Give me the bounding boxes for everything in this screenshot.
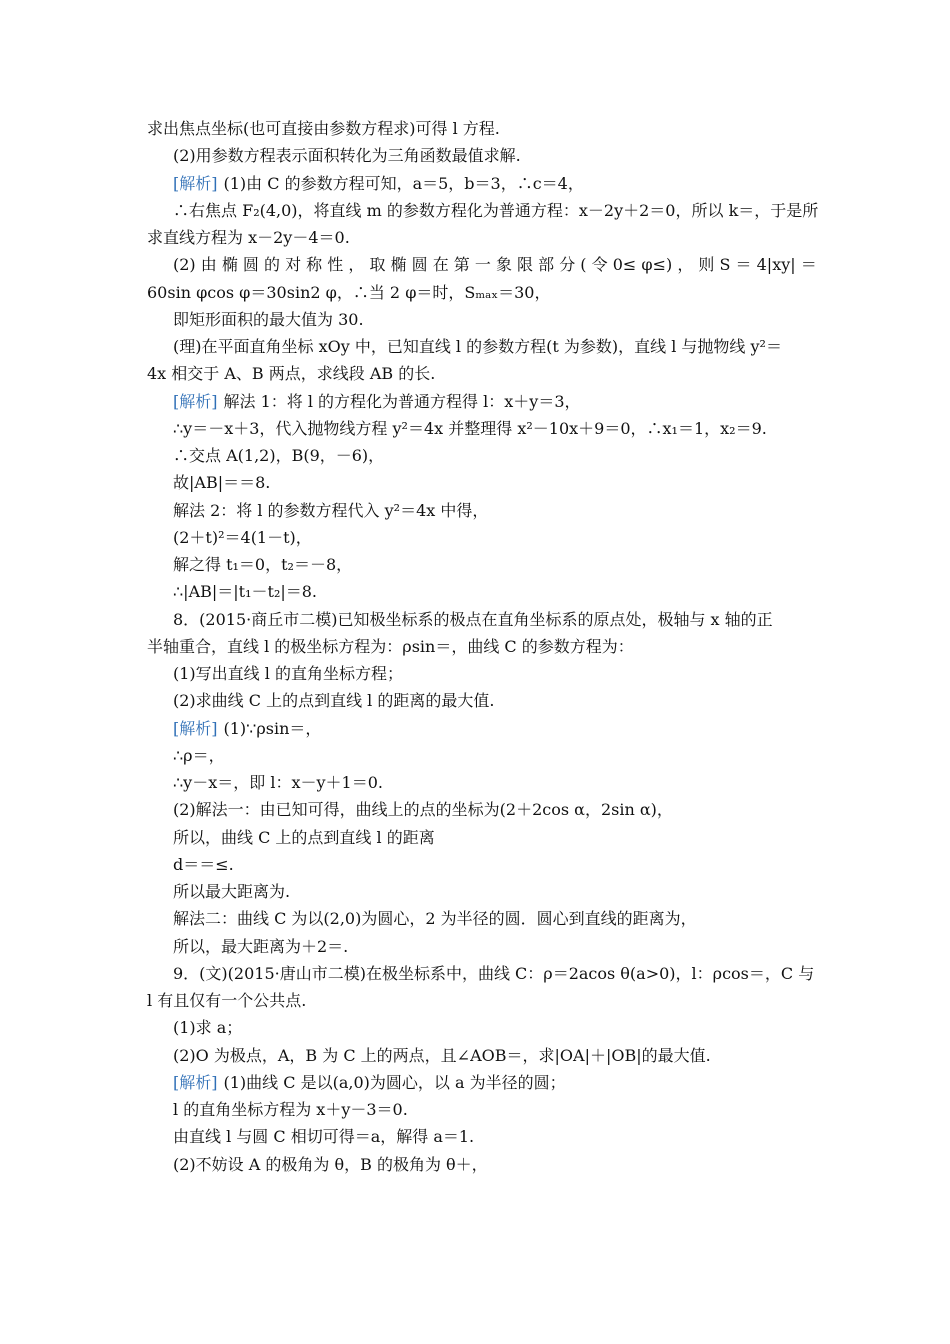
line-text: l 有且仅有一个公共点. xyxy=(147,991,307,1010)
line-text: ∴右焦点 F₂(4,0)，将直线 m 的参数方程化为普通方程：x－2y＋2＝0，所以 k＝，于是所 xyxy=(173,200,819,220)
line-text: 4x 相交于 A、B 两点，求线段 AB 的长. xyxy=(147,364,436,384)
text-line xyxy=(0,224,950,251)
analysis-tag: [解析] xyxy=(173,718,218,738)
line-text: (2)求曲线 C 上的点到直线 l 的距离的最大值. xyxy=(173,691,495,711)
analysis-tag: [解析] xyxy=(173,173,218,193)
text-line xyxy=(0,251,950,278)
text-line xyxy=(0,1014,950,1041)
text-line xyxy=(0,660,950,687)
text-line xyxy=(0,170,950,197)
text-line xyxy=(0,1069,950,1096)
text-line xyxy=(0,1042,950,1069)
text-line xyxy=(0,606,950,633)
line-text: 解之得 t₁＝0，t₂＝－8， xyxy=(173,555,353,574)
text-line xyxy=(0,415,950,442)
text-line xyxy=(0,442,950,469)
text-line xyxy=(0,306,950,333)
line-text: ∴y＝－x＋3，代入抛物线方程 y²＝4x 并整理得 x²－10x＋9＝0，∴x₁＝1，x₂＝9. xyxy=(173,418,767,438)
line-text: ∴交点 A(1,2)，B(9，－6)， xyxy=(173,446,385,465)
text-line xyxy=(0,824,950,851)
analysis-tag: [解析] xyxy=(173,391,218,411)
line-text: (1)求 a； xyxy=(173,1018,243,1038)
text-line xyxy=(0,933,950,960)
text-line xyxy=(0,551,950,578)
line-text: (2)O 为极点，A，B 为 C 上的两点，且∠AOB＝，求|OA|＋|OB|的最大值. xyxy=(173,1045,711,1065)
text-line xyxy=(0,469,950,496)
text-line xyxy=(0,497,950,524)
line-text: 解法二：曲线 C 为以(2,0)为圆心，2 为半径的圆．圆心到直线的距离为， xyxy=(173,909,697,929)
line-text: (1)∵ρsin＝， xyxy=(223,718,322,738)
text-line xyxy=(0,197,950,224)
line-text: 所以，最大距离为＋2＝. xyxy=(173,936,349,956)
line-text: 半轴重合，直线 l 的极坐标方程为：ρsin＝，曲线 C 的参数方程为： xyxy=(147,636,634,656)
document-body xyxy=(0,115,950,1178)
line-text: 求出焦点坐标(也可直接由参数方程求)可得 l 方程. xyxy=(147,119,500,138)
line-text: (1)由 C 的参数方程可知，a＝5，b＝3，∴c＝4， xyxy=(223,173,584,193)
text-line xyxy=(0,796,950,823)
text-line xyxy=(0,279,950,306)
text-line xyxy=(0,851,950,878)
text-line xyxy=(0,333,950,360)
line-text: 所以最大距离为. xyxy=(173,882,291,901)
line-text: 9．(文)(2015·唐山市二模)在极坐标系中，曲线 C：ρ＝2acos θ(a>0)，l：ρcos＝，C 与 xyxy=(173,963,815,983)
line-text: ∴|AB|＝|t₁－t₂|＝8. xyxy=(173,582,318,602)
line-text: (1)写出直线 l 的直角坐标方程； xyxy=(173,664,403,683)
line-text: (2)用参数方程表示面积转化为三角函数最值求解. xyxy=(173,146,521,166)
line-text: 8．(2015·商丘市二模)已知极坐标系的极点在直角坐标系的原点处，极轴与 x 轴的正 xyxy=(173,609,773,629)
line-text: (1)曲线 C 是以(a,0)为圆心，以 a 为半径的圆； xyxy=(223,1072,566,1092)
text-line xyxy=(0,578,950,605)
line-text: 60sin φcos φ＝30sin2 φ，∴当 2 φ＝时，Sₘₐₓ＝30， xyxy=(147,282,551,302)
text-line xyxy=(0,524,950,551)
text-line xyxy=(0,687,950,714)
text-line xyxy=(0,769,950,796)
text-line xyxy=(0,960,950,987)
text-line xyxy=(0,1151,950,1178)
text-line xyxy=(0,742,950,769)
text-line xyxy=(0,905,950,932)
line-text: 解法 2：将 l 的参数方程代入 y²＝4x 中得， xyxy=(173,500,489,520)
text-line xyxy=(0,1123,950,1150)
text-line xyxy=(0,987,950,1014)
line-text: ∴ρ＝， xyxy=(173,745,225,765)
text-line xyxy=(0,388,950,415)
line-text: l 的直角坐标方程为 x＋y－3＝0. xyxy=(173,1100,408,1119)
text-line xyxy=(0,878,950,905)
line-text: (2)解法一：由已知可得，曲线上的点的坐标为(2＋2cos α，2sin α)， xyxy=(173,800,673,820)
line-text: 求直线方程为 x－2y－4＝0. xyxy=(147,228,350,247)
line-text: (2)不妨设 A 的极角为 θ，B 的极角为 θ＋， xyxy=(173,1154,488,1174)
line-text: 由直线 l 与圆 C 相切可得＝a，解得 a＝1. xyxy=(173,1127,475,1147)
text-line xyxy=(0,142,950,169)
text-line xyxy=(0,715,950,742)
line-text: (2＋t)²＝4(1－t)， xyxy=(173,527,312,547)
text-line xyxy=(0,360,950,387)
text-line xyxy=(0,633,950,660)
line-text: 所以，曲线 C 上的点到直线 l 的距离 xyxy=(173,827,435,847)
text-line xyxy=(0,1096,950,1123)
analysis-tag: [解析] xyxy=(173,1072,218,1092)
text-line xyxy=(0,115,950,142)
line-text: ∴y－x＝，即 l：x－y＋1＝0. xyxy=(173,773,383,792)
line-text: 解法 1：将 l 的方程化为普通方程得 l：x＋y＝3， xyxy=(223,391,581,411)
line-text: (2) 由 椭 圆 的 对 称 性 ， 取 椭 圆 在 第 一 象 限 部 分 ( 令 0≤ φ≤) ， 则 S ＝ 4|xy| ＝ xyxy=(173,255,817,275)
line-text: (理)在平面直角坐标 xOy 中，已知直线 l 的参数方程(t 为参数)，直线 l 与抛物线 y²＝ xyxy=(173,337,782,356)
line-text: 故|AB|＝＝8. xyxy=(173,473,271,493)
line-text: d＝＝≤. xyxy=(173,854,234,874)
line-text: 即矩形面积的最大值为 30. xyxy=(173,309,364,329)
